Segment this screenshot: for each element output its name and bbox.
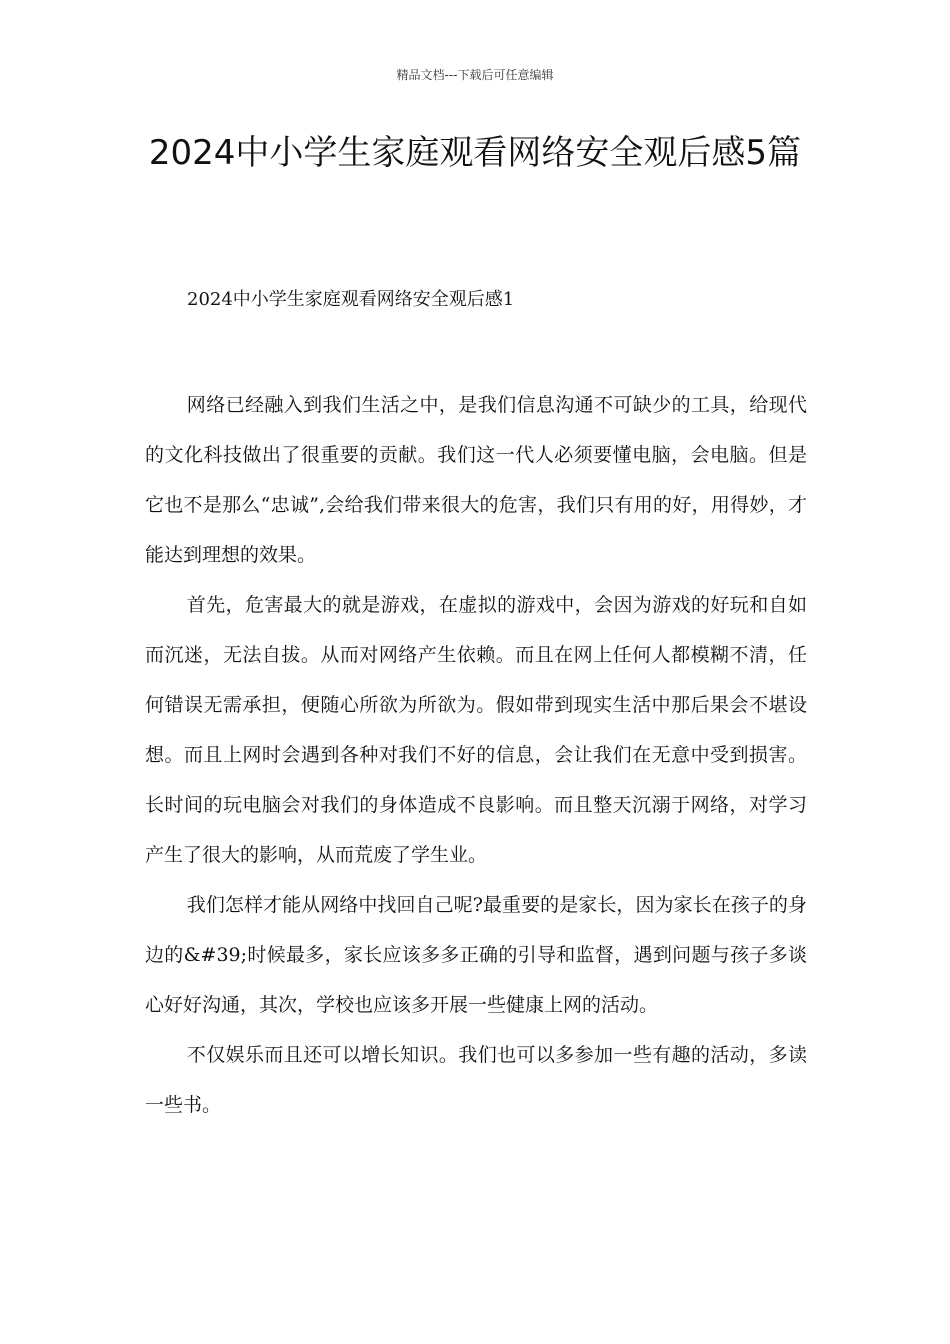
- document-body: [145, 380, 807, 1130]
- paragraph: 我们怎样才能从网络中找回自己呢?最重要的是家长，因为家长在孩子的身边的&#39;时候最多，家长应该多多正确的引导和监督，遇到问题与孩子多谈心好好沟通，其次，学校也应该多开展一些健康上网的活动。: [145, 894, 807, 1016]
- document-title: 2024中小学生家庭观看网络安全观后感5篇: [148, 133, 802, 173]
- paragraph: 首先，危害最大的就是游戏，在虚拟的游戏中，会因为游戏的好玩和自如而沉迷，无法自拔。从而对网络产生依赖。而且在网上任何人都模糊不清，任何错误无需承担，便随心所欲为所欲为。假如带到现实生活中那后果会不堪设想。而且上网时会遇到各种对我们不好的信息，会让我们在无意中受到损害。长时间的玩电脑会对我们的身体造成不良影响。而且整天沉溺于网络，对学习产生了很大的影响，从而荒废了学生业。: [145, 594, 807, 866]
- section-subtitle: 2024中小学生家庭观看网络安全观后感1: [187, 289, 515, 310]
- page-header-note: 精品文档---下载后可任意编辑: [396, 68, 554, 82]
- paragraph: 不仅娱乐而且还可以增长知识。我们也可以多参加一些有趣的活动，多读一些书。: [145, 1044, 807, 1116]
- paragraph: 网络已经融入到我们生活之中，是我们信息沟通不可缺少的工具，给现代的文化科技做出了很重要的贡献。我们这一代人必须要懂电脑，会电脑。但是它也不是那么“忠诚”,会给我们带来很大的危害，我们只有用的好，用得妙，才能达到理想的效果。: [145, 394, 807, 566]
